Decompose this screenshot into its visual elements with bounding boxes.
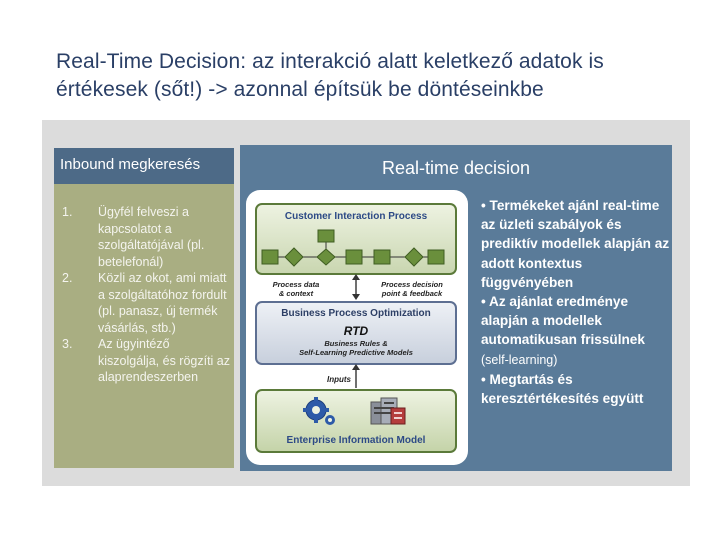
process-feedback-label: point & feedback xyxy=(381,289,443,298)
bullet-self-learning xyxy=(481,292,675,370)
process-decision-label: Process decision xyxy=(381,280,443,289)
process-step-shape xyxy=(318,230,334,242)
process-step-shape xyxy=(262,250,278,264)
realtime-bullets xyxy=(481,196,675,408)
title-line-1: Real-Time Decision: az interakció alatt keletkező adatok is xyxy=(56,50,604,73)
process-step-shape xyxy=(346,250,362,264)
list-item xyxy=(60,270,230,336)
step-text: Az ügyintéző kiszolgálja, és rögzíti az alaprendeszerben xyxy=(98,337,231,384)
process-data-label: Process data xyxy=(272,280,320,289)
bullet-self-learning-text: • Az ajánlat eredménye alapján a modellek automatikusan frissülnek xyxy=(481,294,645,348)
inbound-heading: Inbound megkeresés xyxy=(54,148,234,184)
step-text: Közli az okot, ami miatt a szolgáltatóhoz fordult (pl. panasz, új termék vásárlás, stb.) xyxy=(98,271,227,335)
bullet-products: • Termékeket ajánl real-time az üzleti szabályok és prediktív modellek alapján az adott kontextus függvényében xyxy=(481,198,670,290)
step-number: 2. xyxy=(62,271,73,285)
title-line-2: értékesek (sőt!) -> azonnal építsük be döntéseinkbe xyxy=(56,78,544,101)
step-number: 1. xyxy=(62,205,73,219)
rtd-diagram-svg xyxy=(246,190,468,465)
list-item xyxy=(60,204,230,270)
bpo-label: Business Process Optimization xyxy=(281,308,431,319)
rtd-label: RTD xyxy=(343,324,369,338)
enterprise-model-label: Enterprise Information Model xyxy=(286,435,426,446)
self-learning-note: (self-learning) xyxy=(481,352,558,367)
realtime-heading: Real-time decision xyxy=(381,158,531,178)
rtd-diagram xyxy=(246,190,468,465)
bullet-retention: • Megtartás és keresztértékesítés együtt xyxy=(481,371,644,407)
models-label: Self-Learning Predictive Models xyxy=(299,348,413,357)
customer-interaction-label: Customer Interaction Process xyxy=(284,211,428,222)
slide-title xyxy=(56,48,696,104)
inputs-label: Inputs xyxy=(327,375,351,384)
process-step-shape xyxy=(428,250,444,264)
process-context-label: & context xyxy=(278,289,314,298)
rules-label: Business Rules & xyxy=(324,339,388,348)
step-text: Ügyfél felveszi a kapcsolatot a szolgáltatójával (pl. betelefonál) xyxy=(98,205,205,269)
process-step-shape xyxy=(374,250,390,264)
inbound-steps xyxy=(60,204,230,386)
step-number: 3. xyxy=(62,337,73,351)
list-item xyxy=(60,336,230,386)
